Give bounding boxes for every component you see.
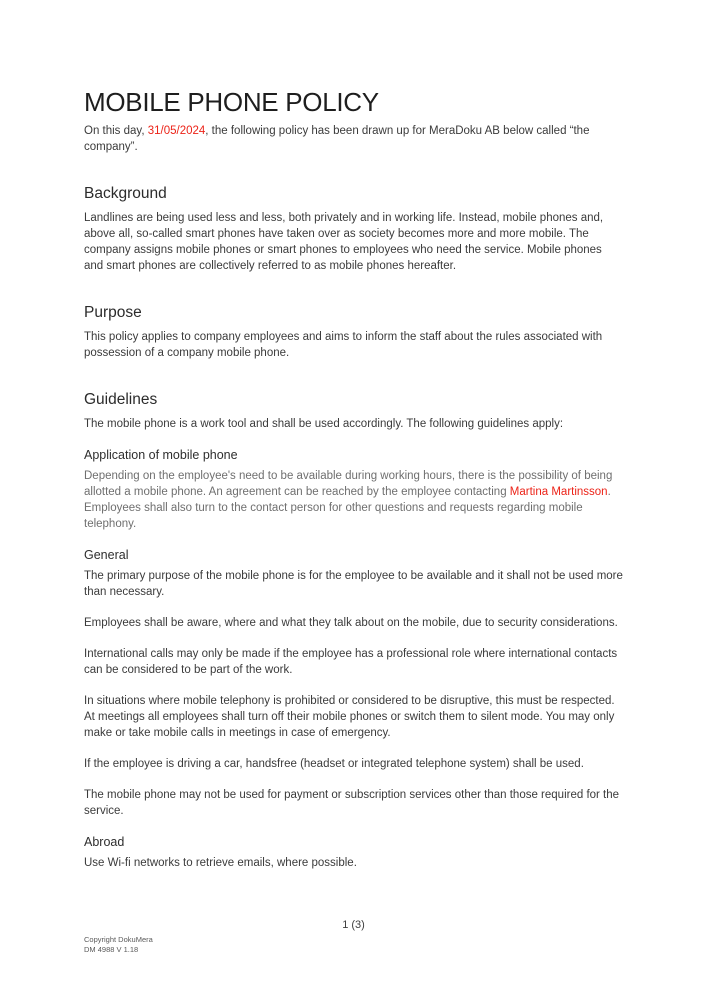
page-title: MOBILE PHONE POLICY [84,87,379,117]
intro-text-suffix: , the following policy has been drawn up for MeraDoku AB below called “the company”. [84,125,590,153]
background-paragraph: Landlines are being used less and less, both privately and in working life. Instead, mobile phones and, above all, so-called smart phones have taken over as society becomes more and more mobile. The company assigns mobile phones or smart phones to employees who need the service. Mobile phones and smart phones are collectively referred to as mobile phones hereafter. [84,212,604,272]
guidelines-paragraph: The mobile phone is a work tool and shall be used accordingly. The following guidelines apply: [84,418,564,430]
application-paragraph [84,468,624,532]
contact-person-field: Martina Martinsson [509,486,608,498]
general-paragraph-5: If the employee is driving a car, handsfree (headset or integrated telephone system) shall be used. [84,758,584,770]
purpose-paragraph: This policy applies to company employees and aims to inform the staff about the rules associated with possession of a company mobile phone. [84,331,603,359]
general-paragraph-6: The mobile phone may not be used for payment or subscription services other than those required for the service. [84,789,620,817]
copyright-line: Copyright DokuMera [84,935,153,944]
page-number: 1 (3) [342,919,365,931]
general-paragraph-4: In situations where mobile telephony is prohibited or considered to be disruptive, this must be respected. At meetings all employees shall turn off their mobile phones or switch them to silent mode. You may only make or take mobile calls in meetings in case of emergency. [84,695,615,739]
subheading-abroad: Abroad [84,835,125,849]
section-heading-background: Background [84,185,167,202]
abroad-paragraph: Use Wi-fi networks to retrieve emails, where possible. [84,857,357,869]
general-paragraph-3: International calls may only be made if the employee has a professional role where international contacts can be considered to be part of the work. [84,648,618,676]
intro-paragraph [84,123,624,155]
application-text-after: . Employees shall also turn to the contact person for other questions and requests regarding mobile telephony. [84,486,611,530]
section-heading-purpose: Purpose [84,304,142,321]
policy-date-field: 31/05/2024 [147,125,206,137]
subheading-general: General [84,548,129,562]
general-paragraph-2: Employees shall be aware, where and what they talk about on the mobile, due to security considerations. [84,617,618,629]
section-heading-guidelines: Guidelines [84,391,158,408]
subheading-application: Application of mobile phone [84,448,238,462]
general-paragraph-1: The primary purpose of the mobile phone is for the employee to be available and it shall not be used more than necessary. [84,570,623,598]
intro-text-prefix: On this day, [84,125,148,137]
document-body [84,88,624,886]
document-version-line: DM 4988 V 1.18 [84,945,139,954]
footer-copyright [84,935,153,955]
application-text-before: Depending on the employee's need to be available during working hours, there is the possibility of being allotted a mobile phone. An agreement can be reached by the employee contacting [84,470,613,498]
